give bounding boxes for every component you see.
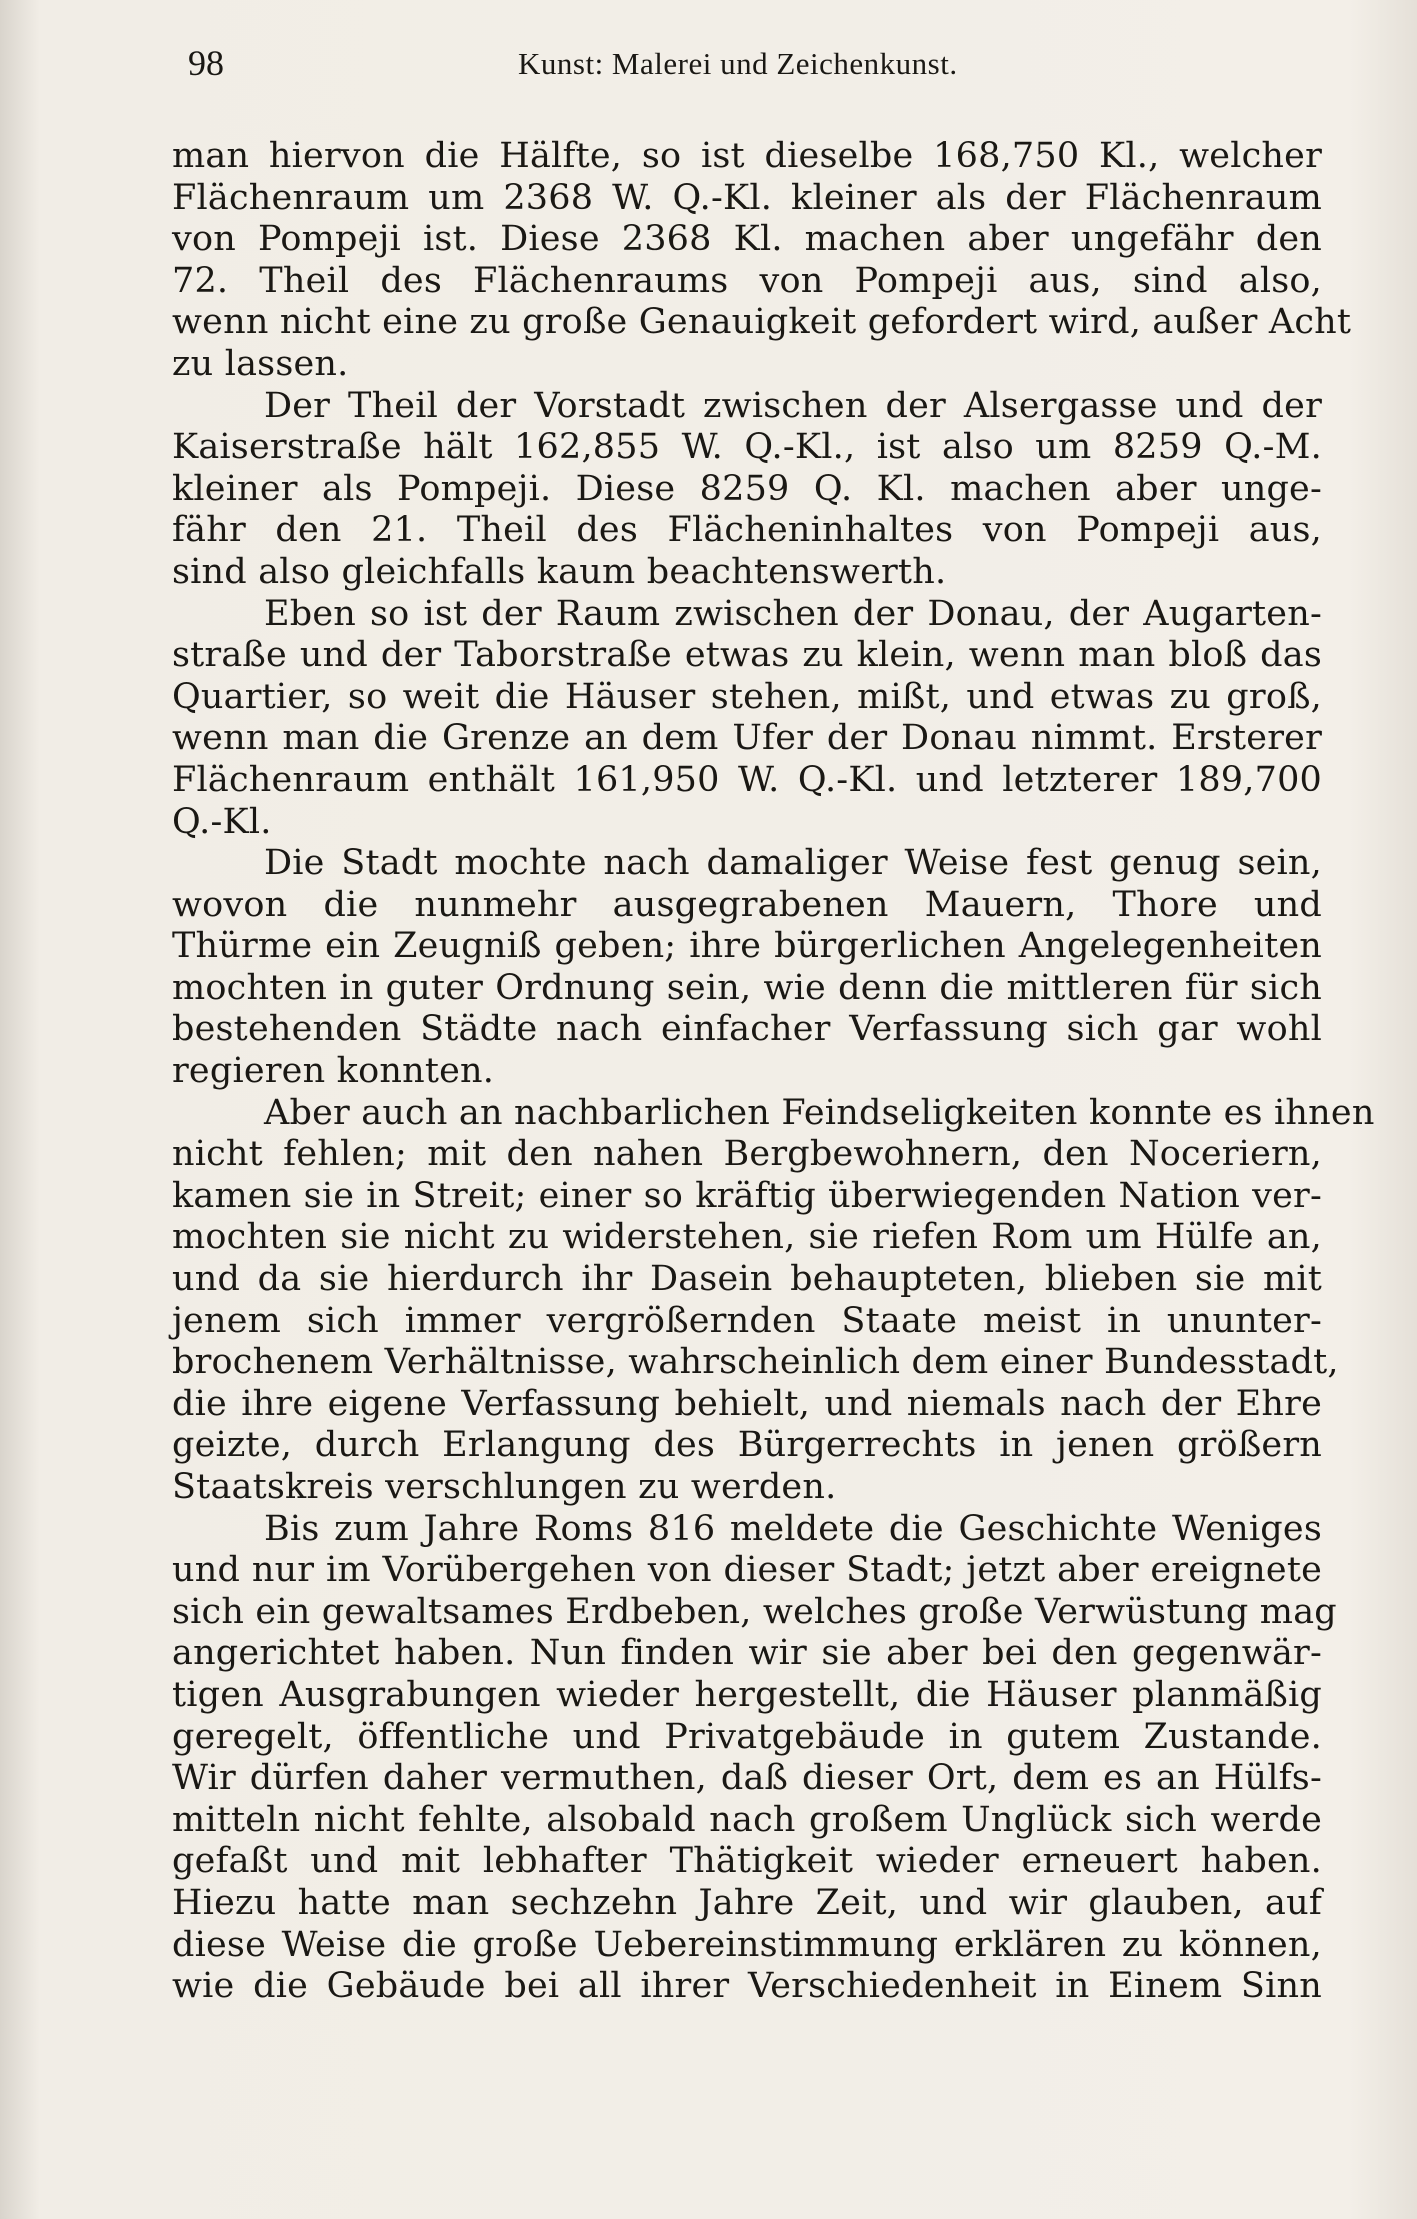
text-line: Thürme ein Zeugniß geben; ihre bürgerlichen Angelegenheiten <box>172 926 1322 967</box>
text-line: fähr den 21. Theil des Flächeninhaltes von Pompeji aus, <box>172 510 1322 551</box>
text-line: bestehenden Städte nach einfacher Verfassung sich gar wohl <box>172 1009 1322 1050</box>
running-head <box>188 42 1308 102</box>
text-line: diese Weise die große Uebereinstimmung erklären zu können, <box>172 1924 1322 1965</box>
text-line: Die Stadt mochte nach damaliger Weise fest genug sein, <box>264 843 1322 884</box>
text-line: Quartier, so weit die Häuser stehen, mißt, und etwas zu groß, <box>172 676 1322 717</box>
text-line: von Pompeji ist. Diese 2368 Kl. machen aber ungefähr den <box>172 219 1322 260</box>
text-line: man hiervon die Hälfte, so ist dieselbe 168,750 Kl., welcher <box>172 136 1322 176</box>
page-number: 98 <box>188 43 224 83</box>
text-line: sind also gleichfalls kaum beachtenswerth. <box>172 551 947 592</box>
text-line: Aber auch an nachbarlichen Feindseligkeiten konnte es ihnen <box>264 1092 1375 1133</box>
text-line: wovon die nunmehr ausgegrabenen Mauern, Thore und <box>172 884 1322 925</box>
text-line: gefaßt und mit lebhafter Thätigkeit wieder erneuert haben. <box>172 1841 1322 1882</box>
text-line: wenn man die Grenze an dem Ufer der Donau nimmt. Ersterer <box>172 718 1322 759</box>
text-line: mitteln nicht fehlte, alsobald nach großem Unglück sich werde <box>172 1799 1322 1840</box>
text-line: straße und der Taborstraße etwas zu klein, wenn man bloß das <box>172 635 1322 676</box>
text-line: brochenem Verhältnisse, wahrscheinlich dem einer Bundesstadt, <box>172 1342 1339 1383</box>
text-line: sich ein gewaltsames Erdbeben, welches große Verwüstung mag <box>172 1591 1337 1632</box>
text-line: Flächenraum enthält 161,950 W. Q.-Kl. und letzterer 189,700 <box>172 759 1322 800</box>
text-line: nicht fehlen; mit den nahen Bergbewohnern, den Noceriern, <box>172 1134 1322 1175</box>
text-line: Staatskreis verschlungen zu werden. <box>172 1467 837 1507</box>
text-line: geizte, durch Erlangung des Bürgerrechts in jenen größern <box>172 1425 1322 1466</box>
section-title: Kunst: Malerei und Zeichenkunst. <box>518 46 958 81</box>
text-line: kleiner als Pompeji. Diese 8259 Q. Kl. machen aber unge- <box>172 468 1322 509</box>
text-line: jenem sich immer vergrößernden Staate meist in ununter- <box>172 1300 1322 1341</box>
text-line: Wir dürfen daher vermuthen, daß dieser Ort, dem es an Hülfs- <box>172 1758 1322 1799</box>
text-line: 72. Theil des Flächenraums von Pompeji aus, sind also, <box>172 260 1322 301</box>
text-line: Q.-Kl. <box>172 801 272 842</box>
text-line: Flächenraum um 2368 W. Q.-Kl. kleiner als der Flächenraum <box>172 177 1322 218</box>
text-line: tigen Ausgrabungen wieder hergestellt, die Häuser planmäßig <box>172 1674 1322 1715</box>
text-line: regieren konnten. <box>172 1051 495 1092</box>
body-text <box>172 136 1375 2008</box>
text-line: mochten sie nicht zu widerstehen, sie riefen Rom um Hülfe an, <box>172 1217 1322 1258</box>
text-line: Der Theil der Vorstadt zwischen der Alsergasse und der <box>264 385 1322 426</box>
text-line: geregelt, öffentliche und Privatgebäude in gutem Zustande. <box>172 1716 1322 1757</box>
text-line: Kaiserstraße hält 162,855 W. Q.-Kl., ist also um 8259 Q.-M. <box>172 427 1322 468</box>
text-line: wie die Gebäude bei all ihrer Verschiedenheit in Einem Sinn <box>172 1966 1322 2007</box>
text-line: Eben so ist der Raum zwischen der Donau, der Augarten- <box>264 593 1322 634</box>
text-line: und nur im Vorübergehen von dieser Stadt; jetzt aber ereignete <box>172 1550 1322 1591</box>
text-line: zu lassen. <box>172 343 349 384</box>
text-line: wenn nicht eine zu große Genauigkeit gefordert wird, außer Acht <box>172 302 1352 343</box>
text-line: kamen sie in Streit; einer so kräftig überwiegenden Nation ver- <box>172 1175 1322 1216</box>
text-line: die ihre eigene Verfassung behielt, und niemals nach der Ehre <box>172 1383 1322 1424</box>
text-line: Hiezu hatte man sechzehn Jahre Zeit, und wir glauben, auf <box>172 1882 1322 1923</box>
text-line: und da sie hierdurch ihr Dasein behaupteten, blieben sie mit <box>172 1259 1322 1300</box>
text-line: mochten in guter Ordnung sein, wie denn die mittleren für sich <box>172 967 1322 1008</box>
text-line: Bis zum Jahre Roms 816 meldete die Geschichte Weniges <box>264 1508 1322 1549</box>
text-line: angerichtet haben. Nun finden wir sie aber bei den gegenwär- <box>172 1633 1322 1674</box>
